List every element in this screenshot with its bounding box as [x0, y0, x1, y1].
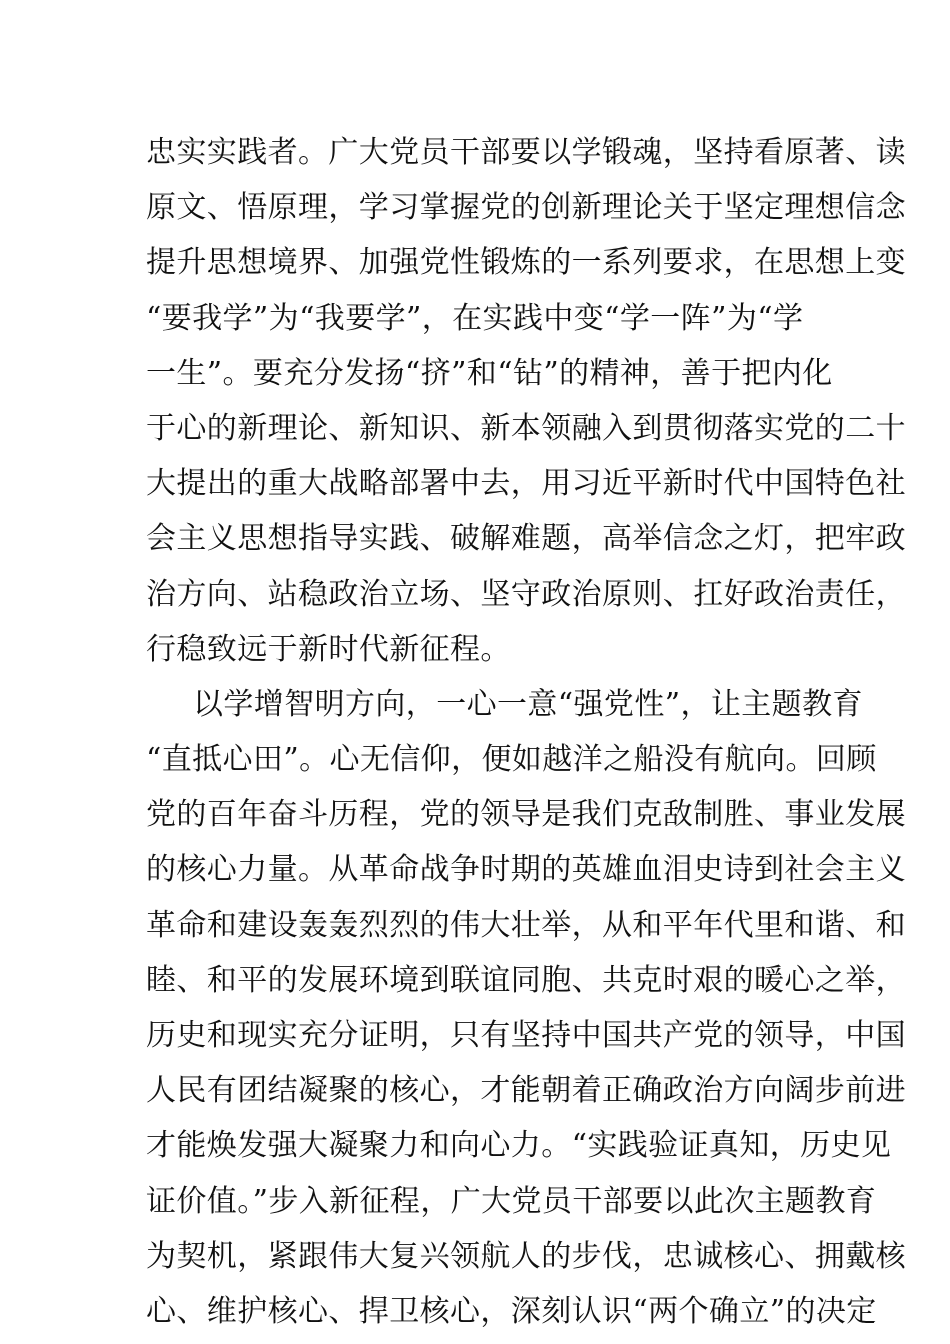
- text-line: 睦、和平的发展环境到联谊同胞、共克时艰的暖心之举，: [146, 962, 906, 998]
- text-line: 治方向、站稳政治立场、坚守政治原则、扛好政治责任，: [146, 576, 906, 612]
- text-line: 为契机，紧跟伟大复兴领航人的步伐，忠诚核心、拥戴核: [146, 1238, 906, 1274]
- text-line: “直抵心田”。心无信仰，便如越洋之船没有航向。回顾: [146, 742, 877, 778]
- text-line: 提升思想境界、加强党性锻炼的一系列要求，在思想上变: [146, 245, 906, 281]
- text-line: 大提出的重大战略部署中去，用习近平新时代中国特色社: [146, 466, 906, 502]
- text-line: “要我学”为“我要学”，在实践中变“学一阵”为“学: [146, 300, 804, 336]
- text-line-indented: 以学增智明方向，一心一意“强党性”，让主题教育: [193, 686, 863, 722]
- paragraph-1: [146, 125, 906, 677]
- text-line: 证价值。”步入新征程，广大党员干部要以此次主题教育: [146, 1183, 877, 1219]
- text-line: 历史和现实充分证明，只有坚持中国共产党的领导，中国: [146, 1018, 906, 1053]
- text-line: 于心的新理论、新知识、新本领融入到贯彻落实党的二十: [146, 410, 906, 446]
- text-line: 忠实实践者。广大党员干部要以学锻魂，坚持看原著、读: [146, 135, 906, 170]
- text-line: 的核心力量。从革命战争时期的英雄血泪史诗到社会主义: [146, 852, 906, 888]
- body-text: [146, 125, 906, 1339]
- text-line: 原文、悟原理，学习掌握党的创新理论关于坚定理想信念: [146, 190, 906, 226]
- text-line: 一生”。要充分发扬“挤”和“钻”的精神，善于把内化: [146, 355, 833, 391]
- text-line: 心、维护核心、捍卫核心，深刻认识“两个确立”的决定: [146, 1293, 877, 1329]
- text-line: 革命和建设轰轰烈烈的伟大壮举，从和平年代里和谐、和: [146, 907, 906, 943]
- paragraph-2: [146, 677, 906, 1339]
- text-line: 行稳致远于新时代新征程。: [146, 631, 511, 667]
- text-line: 会主义思想指导实践、破解难题，高举信念之灯，把牢政: [146, 521, 906, 557]
- text-line: 党的百年奋斗历程，党的领导是我们克敌制胜、事业发展: [146, 797, 906, 833]
- text-line: 人民有团结凝聚的核心，才能朝着正确政治方向阔步前进: [146, 1073, 906, 1109]
- text-line: 才能焕发强大凝聚力和向心力。“实践验证真知，历史见: [146, 1128, 892, 1164]
